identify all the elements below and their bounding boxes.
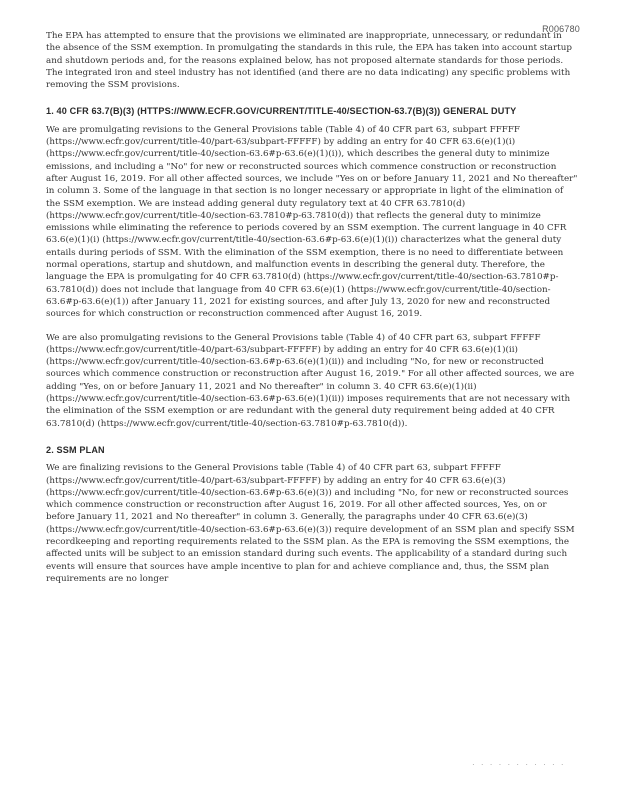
footer-marks: · · · · · · · · · · ·	[472, 760, 566, 769]
document-page-id: R006780	[542, 24, 580, 34]
general-duty-paragraph-2: We are also promulgating revisions to the General Provisions table (Table 4) of 40 CFR part 63, subpart FFFFF (https://www.ecfr.gov/current/title-40/part-63/subpart-FFFFF) by adding an entry for 40 CFR 63.6(e)(1)(ii) (https://www.ecfr.gov/current/title-40/section-63.6#p-63.6(e)(1)(ii)) and including "No, for new or reconstructed sources which commence construction or reconstruction after August 16, 2019." For all other affected sources, we are adding "Yes, on or before January 11, 2021 and No thereafter" in column 3. 40 CFR 63.6(e)(1)(ii) (https://www.ecfr.gov/current/title-40/section-63.6#p-63.6(e)(1)(ii)) imposes requirements that are not necessary with the elimination of the SSM exemption or are redundant with the general duty requirement being added at 40 CFR 63.7810(d) (https://www.ecfr.gov/current/title-40/section-63.7810#p-63.7810(d)).	[46, 332, 575, 429]
ssm-plan-paragraph-1: We are finalizing revisions to the General Provisions table (Table 4) of 40 CFR part 63, subpart FFFFF (https://www.ecfr.gov/current/title-40/part-63/subpart-FFFFF) by adding an entry for 40 CFR 63.6(e)(3) (https://www.ecfr.gov/current/title-40/section-63.6#p-63.6(e)(3)) and including "No, for new or reconstructed sources which commence construction or reconstruction after August 16, 2019. For all other affected sources, Yes, on or before January 11, 2021 and No thereafter" in column 3. Generally, the paragraphs under 40 CFR 63.6(e)(3) (https://www.ecfr.gov/current/title-40/section-63.6#p-63.6(e)(3)) require development of an SSM plan and specify SSM recordkeeping and reporting requirements related to the SSM plan. As the EPA is removing the SSM exemptions, the affected units will be subject to an emission standard during such events. The applicability of a standard during such events will ensure that sources have ample incentive to plan for and achieve compliance and, thus, the SSM plan requirements are no longer	[46, 463, 575, 584]
general-duty-paragraph-1: We are promulgating revisions to the General Provisions table (Table 4) of 40 CFR part 63, subpart FFFFF (https://www.ecfr.gov/current/title-40/part-63/subpart-FFFFF) by adding an entry for 40 CFR 63.6(e)(1)(i) (https://www.ecfr.gov/current/title-40/section-63.6#p-63.6(e)(1)(i)), which describes the general duty to minimize emissions, and including a "No" for new or reconstructed sources which commence construction or reconstruction after August 16, 2019. For all other affected sources, we include "Yes on or before January 11, 2021 and No thereafter" in column 3. Some of the language in that section is no longer necessary or appropriate in light of the elimination of the SSM exemption. We are instead adding general duty regulatory text at 40 CFR 63.7810(d) (https://www.ecfr.gov/current/title-40/section-63.7810#p-63.7810(d)) that reflects the general duty to minimize emissions while eliminating the reference to periods covered by an SSM exemption. The current language in 40 CFR 63.6(e)(1)(i) (https://www.ecfr.gov/current/title-40/section-63.6#p-63.6(e)(1)(i)) characterizes what the general duty entails during periods of SSM. With the elimination of the SSM exemption, there is no need to differentiate between normal operations, startup and shutdown, and malfunction events in describing the general duty. Therefore, the language the EPA is promulgating for 40 CFR 63.7810(d) (https://www.ecfr.gov/current/title-40/section-63.7810#p-63.7810(d)) does not include that language from 40 CFR 63.6(e)(1) (https://www.ecfr.gov/current/title-40/section-63.6#p-63.6(e)(1)) after January 11, 2021 for existing sources, and after July 13, 2020 for new and reconstructed sources for which construction or reconstruction commenced after August 16, 2019.	[46, 124, 578, 320]
section-heading-general-duty: 1. 40 CFR 63.7(B)(3) (HTTPS://WWW.ECFR.GOV/CURRENT/TITLE-40/SECTION-63.7(B)(3)) GENERAL DUTY	[46, 106, 517, 117]
section-heading-ssm-plan: 2. SSM PLAN	[46, 444, 105, 455]
document-body	[46, 30, 578, 585]
intro-paragraph: The EPA has attempted to ensure that the provisions we eliminated are inappropriate, unnecessary, or redundant in the absence of the SSM exemption. In promulgating the standards in this rule, the EPA has taken into account startup and shutdown periods and, for the reasons explained below, has not proposed alternate standards for those periods. The integrated iron and steel industry has not identified (and there are no data indicating) any specific problems with removing the SSM provisions.	[46, 31, 572, 91]
